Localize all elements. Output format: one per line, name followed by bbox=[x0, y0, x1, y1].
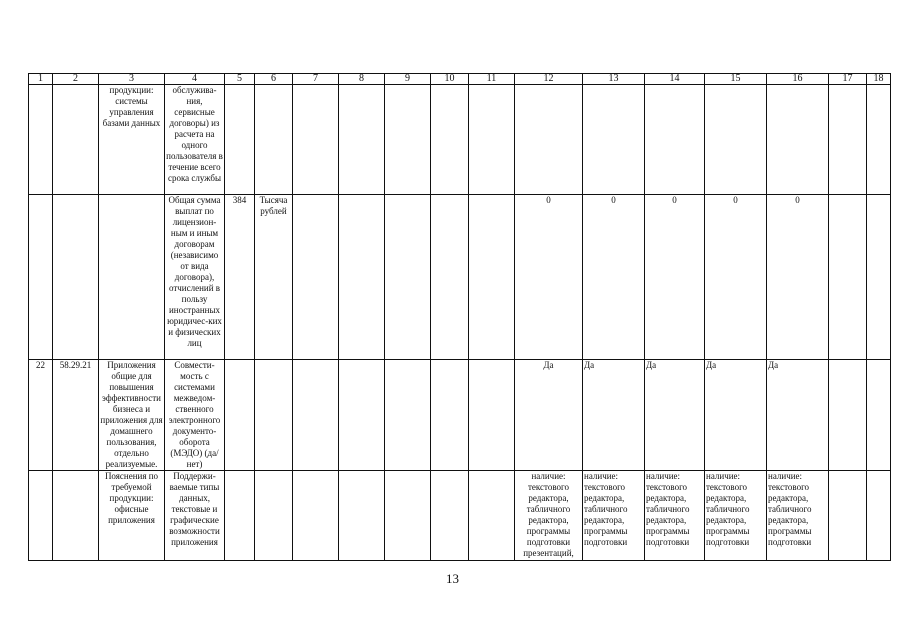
cell bbox=[469, 195, 515, 360]
cell bbox=[431, 360, 469, 471]
page-number: 13 bbox=[446, 571, 459, 586]
cell-unit-name: Тысяча рублей bbox=[255, 195, 293, 360]
column-number-row bbox=[29, 74, 891, 85]
cell-value bbox=[515, 85, 583, 195]
cell bbox=[293, 360, 339, 471]
cell-value: 0 bbox=[705, 195, 767, 360]
cell-value bbox=[645, 85, 705, 195]
header-cell: 10 bbox=[431, 74, 469, 85]
cell bbox=[431, 195, 469, 360]
cell bbox=[385, 195, 431, 360]
cell bbox=[431, 471, 469, 561]
cell-unit-code bbox=[225, 85, 255, 195]
cell-product-name: Приложения общие для повышения эффективности бизнеса и приложения для домашнего пользования, отдельно реализуемые. bbox=[100, 360, 163, 469]
cell-value: Да bbox=[705, 360, 767, 471]
header-cell: 15 bbox=[705, 74, 767, 85]
cell-value: Да bbox=[645, 360, 705, 471]
cell bbox=[867, 471, 891, 561]
cell-unit-code bbox=[225, 360, 255, 471]
cell bbox=[867, 85, 891, 195]
table-row bbox=[29, 85, 891, 195]
table-row bbox=[29, 471, 891, 561]
cell-value: наличие: текстового редактора, табличного редактора, программы подготовки bbox=[583, 471, 645, 561]
cell bbox=[293, 471, 339, 561]
cell-value: 0 bbox=[583, 195, 645, 360]
table-row bbox=[29, 195, 891, 360]
header-cell: 11 bbox=[469, 74, 515, 85]
header-cell: 5 bbox=[225, 74, 255, 85]
cell bbox=[829, 360, 867, 471]
header-cell: 16 bbox=[767, 74, 829, 85]
cell-code bbox=[53, 85, 99, 195]
cell bbox=[293, 85, 339, 195]
cell bbox=[469, 85, 515, 195]
cell bbox=[339, 195, 385, 360]
cell-value: 0 bbox=[515, 195, 583, 360]
header-cell: 18 bbox=[867, 74, 891, 85]
cell-number bbox=[29, 195, 53, 360]
cell-characteristic: Общая сумма выплат по лицензион-ным и иным договорам (независимо от вида договора), отчислений в пользу иностранных юридичес-ких и физических лиц bbox=[165, 195, 225, 360]
cell-value: 0 bbox=[645, 195, 705, 360]
cell-product-name: Пояснения по требуемой продукции: офисные приложения bbox=[99, 471, 165, 561]
cell-product-name bbox=[99, 195, 165, 360]
cell bbox=[293, 195, 339, 360]
header-cell: 7 bbox=[293, 74, 339, 85]
cell bbox=[469, 360, 515, 471]
cell-unit-code bbox=[225, 471, 255, 561]
cell-code bbox=[53, 471, 99, 561]
cell bbox=[431, 85, 469, 195]
cell-code: 58.29.21 bbox=[53, 360, 99, 471]
cell-unit-name bbox=[255, 360, 293, 471]
cell-unit-code: 384 bbox=[225, 195, 255, 360]
cell-unit-name bbox=[255, 85, 293, 195]
cell-characteristic: Совмести-мость с системами межведом-ственного электронного документо-оборота (МЭДО) (да/нет) bbox=[165, 360, 225, 471]
header-cell: 14 bbox=[645, 74, 705, 85]
cell bbox=[867, 195, 891, 360]
header-cell: 2 bbox=[53, 74, 99, 85]
cell bbox=[339, 360, 385, 471]
cell-value bbox=[767, 85, 829, 195]
cell bbox=[385, 471, 431, 561]
cell bbox=[469, 471, 515, 561]
cell-code bbox=[53, 195, 99, 360]
header-cell: 8 bbox=[339, 74, 385, 85]
header-cell: 1 bbox=[29, 74, 53, 85]
header-cell: 6 bbox=[255, 74, 293, 85]
cell-value bbox=[583, 85, 645, 195]
cell-value: наличие: текстового редактора, табличного редактора, программы подготовки bbox=[645, 471, 705, 561]
cell-value: Да bbox=[583, 360, 645, 471]
cell-value: 0 bbox=[767, 195, 829, 360]
cell-unit-name bbox=[255, 471, 293, 561]
cell-value: Да bbox=[515, 360, 583, 471]
cell bbox=[339, 85, 385, 195]
cell-number bbox=[29, 471, 53, 561]
cell bbox=[339, 471, 385, 561]
cell bbox=[829, 195, 867, 360]
cell-number bbox=[29, 85, 53, 195]
cell-value: наличие: текстового редактора, табличного редактора, программы подготовки презентаций, bbox=[515, 471, 583, 561]
header-cell: 3 bbox=[99, 74, 165, 85]
cell bbox=[829, 85, 867, 195]
specification-table bbox=[28, 73, 891, 561]
header-cell: 17 bbox=[829, 74, 867, 85]
cell bbox=[829, 471, 867, 561]
header-cell: 12 bbox=[515, 74, 583, 85]
header-cell: 13 bbox=[583, 74, 645, 85]
cell bbox=[385, 360, 431, 471]
header-cell: 9 bbox=[385, 74, 431, 85]
cell bbox=[867, 360, 891, 471]
header-cell: 4 bbox=[165, 74, 225, 85]
cell bbox=[385, 85, 431, 195]
cell-value: наличие: текстового редактора, табличного редактора, программы подготовки bbox=[767, 471, 829, 561]
cell-value bbox=[705, 85, 767, 195]
cell-value: Да bbox=[767, 360, 829, 471]
table-row bbox=[29, 360, 891, 471]
cell-characteristic: обслужива-ния, сервисные договоры) из расчета на одного пользователя в течение всего срока службы bbox=[165, 85, 225, 195]
cell-product-name: продукции: системы управления базами данных bbox=[99, 85, 165, 195]
cell-number: 22 bbox=[29, 360, 53, 471]
cell-value: наличие: текстового редактора, табличного редактора, программы подготовки bbox=[705, 471, 767, 561]
cell-characteristic: Поддержи-ваемые типы данных, текстовые и графические возможности приложения bbox=[165, 471, 225, 561]
